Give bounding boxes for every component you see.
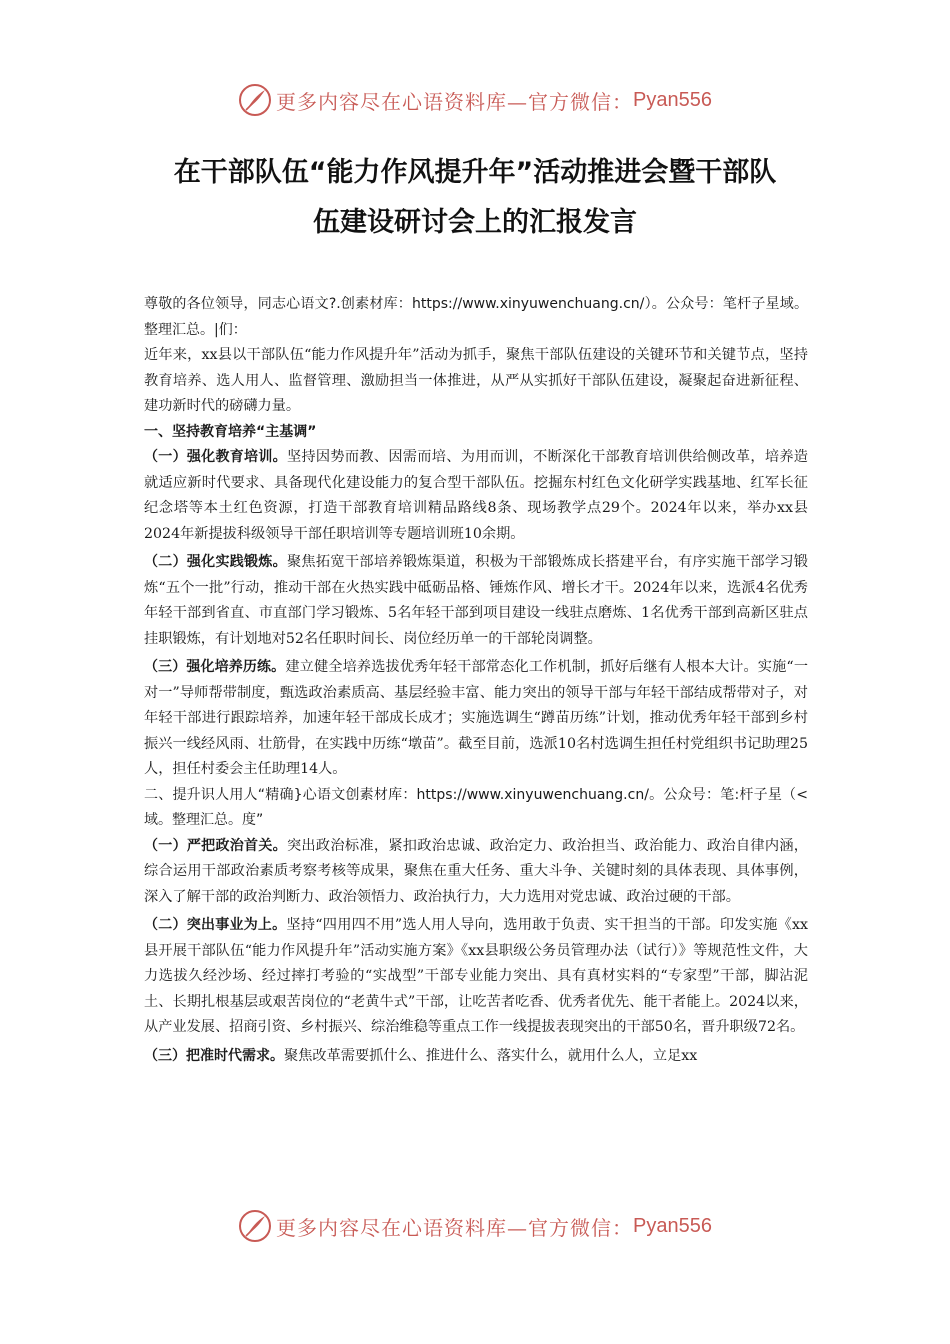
- document-body: [144, 292, 808, 1069]
- section-2-item-3: [144, 1044, 808, 1070]
- title-line-2: 伍建设研讨会上的汇报发言: [313, 207, 637, 238]
- section-2-heading: 二、提升识人用人“精确}心语文创素材库：https://www.xinyuwenchuang.cn/。公众号：笔:杆子星（<域。整理汇总。度”: [144, 786, 808, 828]
- watermark-text: 更多内容尽在心语资料库—官方微信：: [276, 1215, 634, 1240]
- item-lead: （三）把准时代需求。: [144, 1047, 284, 1064]
- watermark-text: 更多内容尽在心语资料库—官方微信：: [276, 89, 634, 114]
- section-1-item-1: [144, 445, 808, 547]
- item-body: 建立健全培养选拔优秀年轻干部常态化工作机制，抓好后继有人根本大计。实施“一对一”导师帮带制度，甄选政治素质高、基层经验丰富、能力突出的领导干部与年轻干部结成帮带对子，对年轻干部进行跟踪培养，加速年轻干部成长成才；实施选调生“蹲苗历练”计划，推动优秀年轻干部到乡村振兴一线经风雨、壮筋骨，在实践中历练“墩苗”。截至目前，选派10名村选调生担任村党组织书记助理25人，担任村委会主任助理14人。: [144, 659, 809, 777]
- feather-pen-icon: [238, 1209, 272, 1243]
- salutation: 尊敬的各位领导，同志心语文?.创素材库：https://www.xinyuwenchuang.cn/）。公众号：笔杆子星域。整理汇总。|们：: [144, 296, 808, 338]
- section-2-item-1: [144, 834, 808, 911]
- item-lead: （三）强化培养历练。: [144, 659, 286, 675]
- item-body: 坚持因势而教、因需而培、为用而训，不断深化干部教育培训供给侧改革，培养造就适应新时代要求、具备现代化建设能力的复合型干部队伍。挖掘东村红色文化研学实践基地、红军长征纪念塔等本土红色资源，打造干部教育培训精品路线8条、现场教学点29个。2024年以来，举办xx县2024年新提拔科级领导干部任职培训等专题培训班10余期。: [144, 449, 808, 542]
- item-lead: （一）严把政治首关。: [144, 837, 287, 854]
- item-lead: （二）突出事业为上。: [144, 917, 287, 933]
- section-1-item-3: [144, 655, 808, 783]
- item-body: 聚焦改革需要抓什么、推进什么、落实什么，就用什么人，立足xx: [284, 1047, 698, 1064]
- item-body: 聚焦拓宽干部培养锻炼渠道，积极为干部锻炼成长搭建平台，有序实施干部学习锻炼“五个一批”行动，推动干部在火热实践中砥砺品格、锤炼作风、增长才干。2024年以来，选派4名优秀年轻干部到省直、市直部门学习锻炼、5名年轻干部到项目建设一线驻点磨炼、1名优秀干部到高新区驻点挂职锻炼，有计划地对52名任职时间长、岗位经历单一的干部轮岗调整。: [144, 554, 808, 647]
- feather-pen-icon: [238, 83, 272, 117]
- item-lead: （二）强化实践锻炼。: [144, 554, 287, 570]
- section-1-heading: 一、坚持教育培养“主基调”: [144, 423, 317, 440]
- page-title: [120, 148, 830, 248]
- item-body: 突出政治标准，紧扣政治忠诚、政治定力、政治担当、政治能力、政治自律内涵，综合运用干部政治素质考察考核等成果，聚焦在重大任务、重大斗争、关键时刻的具体表现、具体事例，深入了解干部的政治判断力、政治领悟力、政治执行力，大力选用对党忠诚、政治过硬的干部。: [144, 837, 808, 905]
- watermark-footer: [0, 1206, 950, 1246]
- section-2-item-2: [144, 913, 808, 1041]
- watermark-id: Pyan556: [633, 88, 712, 111]
- section-1-item-2: [144, 550, 808, 652]
- intro-paragraph: 近年来，xx县以干部队伍“能力作风提升年”活动为抓手，聚焦干部队伍建设的关键环节和关键节点，坚持教育培养、选人用人、监督管理、激励担当一体推进，从严从实抓好干部队伍建设，凝聚起奋进新征程、建功新时代的磅礴力量。: [144, 347, 808, 414]
- item-lead: （一）强化教育培训。: [144, 449, 287, 465]
- item-body: 坚持“四用四不用”选人用人导向，选用敢于负责、实干担当的干部。印发实施《xx县开展干部队伍“能力作风提升年”活动实施方案》《xx县职级公务员管理办法（试行）》等规范性文件，大力选拔久经沙场、经过摔打考验的“实战型”干部专业能力突出、具有真材实料的“专家型”干部，脚沾泥土、长期扎根基层或艰苦岗位的“老黄牛式”干部，让吃苦者吃香、优秀者优先、能干者能上。2024以来，从产业发展、招商引资、乡村振兴、综治维稳等重点工作一线提拔表现突出的干部50名，晋升职级72名。: [144, 917, 809, 1035]
- title-line-1: 在干部队伍“能力作风提升年”活动推进会暨干部队: [173, 157, 777, 188]
- watermark-header: [0, 80, 950, 120]
- watermark-id: Pyan556: [633, 1214, 712, 1237]
